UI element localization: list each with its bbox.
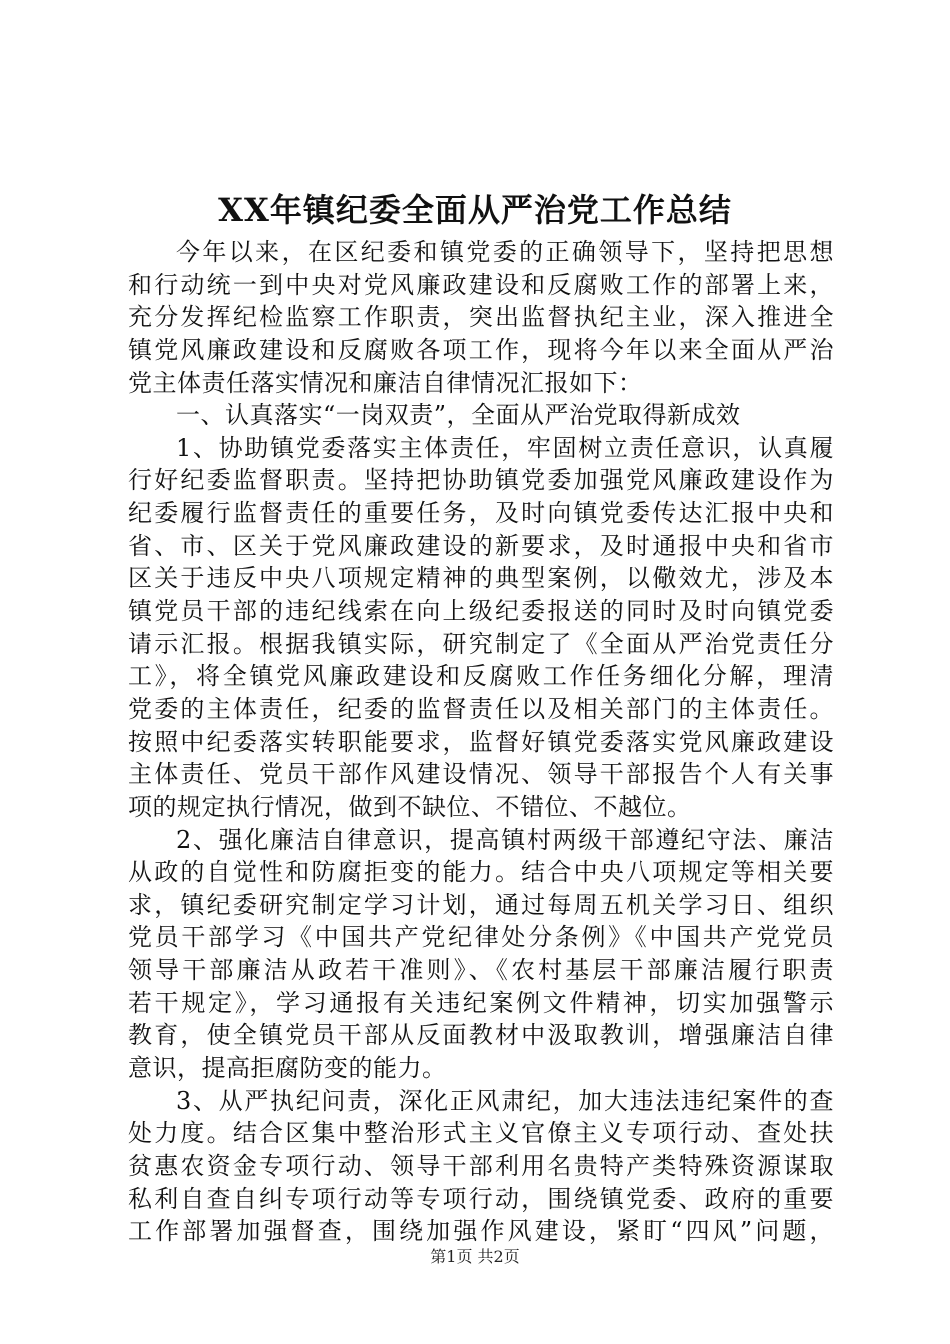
text-line: 党委的主体责任，纪委的监督责任以及相关部门的主体责任。: [128, 694, 834, 723]
text-line: 按照中纪委落实转职能要求，监督好镇党委落实党风廉政建设: [128, 727, 834, 756]
page-footer: 第1页 共2页: [430, 1247, 520, 1266]
text-line: 请示汇报。根据我镇实际，研究制定了《全面从严治党责任分: [128, 629, 834, 658]
text-line: 镇党风廉政建设和反腐败各项工作，现将今年以来全面从严治: [128, 335, 834, 364]
text-line: 工》，将全镇党风廉政建设和反腐败工作任务细化分解，理清: [128, 662, 834, 691]
text-line: 私利自查自纠专项行动等专项行动，围绕镇党委、政府的重要: [128, 1184, 834, 1213]
text-line: 今年以来，在区纪委和镇党委的正确领导下，坚持把思想: [176, 238, 834, 266]
text-line: 求，镇纪委研究制定学习计划，通过每周五机关学习日、组织: [128, 890, 834, 919]
text-line: 纪委履行监督责任的重要任务，及时向镇党委传达汇报中央和: [128, 499, 834, 528]
text-line: 区关于违反中央八项规定精神的典型案例，以儆效尤，涉及本: [128, 564, 834, 593]
document-title: XX年镇纪委全面从严治党工作总结: [218, 191, 732, 229]
text-line: 省、市、区关于党风廉政建设的新要求，及时通报中央和省市: [128, 531, 834, 560]
text-line: 若干规定》，学习通报有关违纪案例文件精神，切实加强警示: [128, 988, 834, 1017]
text-line: 1、协助镇党委落实主体责任，牢固树立责任意识，认真履: [176, 433, 834, 462]
text-line: 3、从严执纪问责，深化正风肃纪，加大违法违纪案件的查: [176, 1086, 834, 1115]
text-line: 镇党员干部的违纪线索在向上级纪委报送的同时及时向镇党委: [128, 597, 834, 626]
text-line: 主体责任、党员干部作风建设情况、领导干部报告个人有关事: [128, 760, 834, 789]
text-line: 一、认真落实“一岗双责”，全面从严治党取得新成效: [176, 401, 741, 430]
text-line: 党员干部学习《中国共产党纪律处分条例》《中国共产党党员: [128, 923, 834, 952]
text-line: 教育，使全镇党员干部从反面教材中汲取教训，增强廉洁自律: [128, 1021, 834, 1050]
text-line: 党主体责任落实情况和廉洁自律情况汇报如下：: [128, 368, 643, 397]
text-line: 从政的自觉性和防腐拒变的能力。结合中央八项规定等相关要: [128, 858, 834, 887]
text-line: 处力度。结合区集中整治形式主义官僚主义专项行动、查处扶: [128, 1119, 834, 1148]
text-line: 2、强化廉洁自律意识，提高镇村两级干部遵纪守法、廉洁: [176, 825, 834, 854]
text-line: 项的规定执行情况，做到不缺位、不错位、不越位。: [128, 792, 692, 821]
document-body: [128, 236, 834, 1248]
text-line: 行好纪委监督职责。坚持把协助镇党委加强党风廉政建设作为: [128, 466, 834, 495]
text-line: 领导干部廉洁从政若干准则》、《农村基层干部廉洁履行职责: [128, 956, 834, 985]
text-line: 充分发挥纪检监察工作职责，突出监督执纪主业，深入推进全: [128, 303, 834, 332]
text-line: 工作部署加强督查，围绕加强作风建设，紧盯“四风”问题，: [128, 1217, 834, 1246]
text-line: 意识，提高拒腐防变的能力。: [128, 1054, 447, 1083]
text-line: 和行动统一到中央对党风廉政建设和反腐败工作的部署上来，: [128, 270, 834, 299]
text-line: 贫惠农资金专项行动、领导干部利用名贵特产类特殊资源谋取: [128, 1151, 834, 1180]
